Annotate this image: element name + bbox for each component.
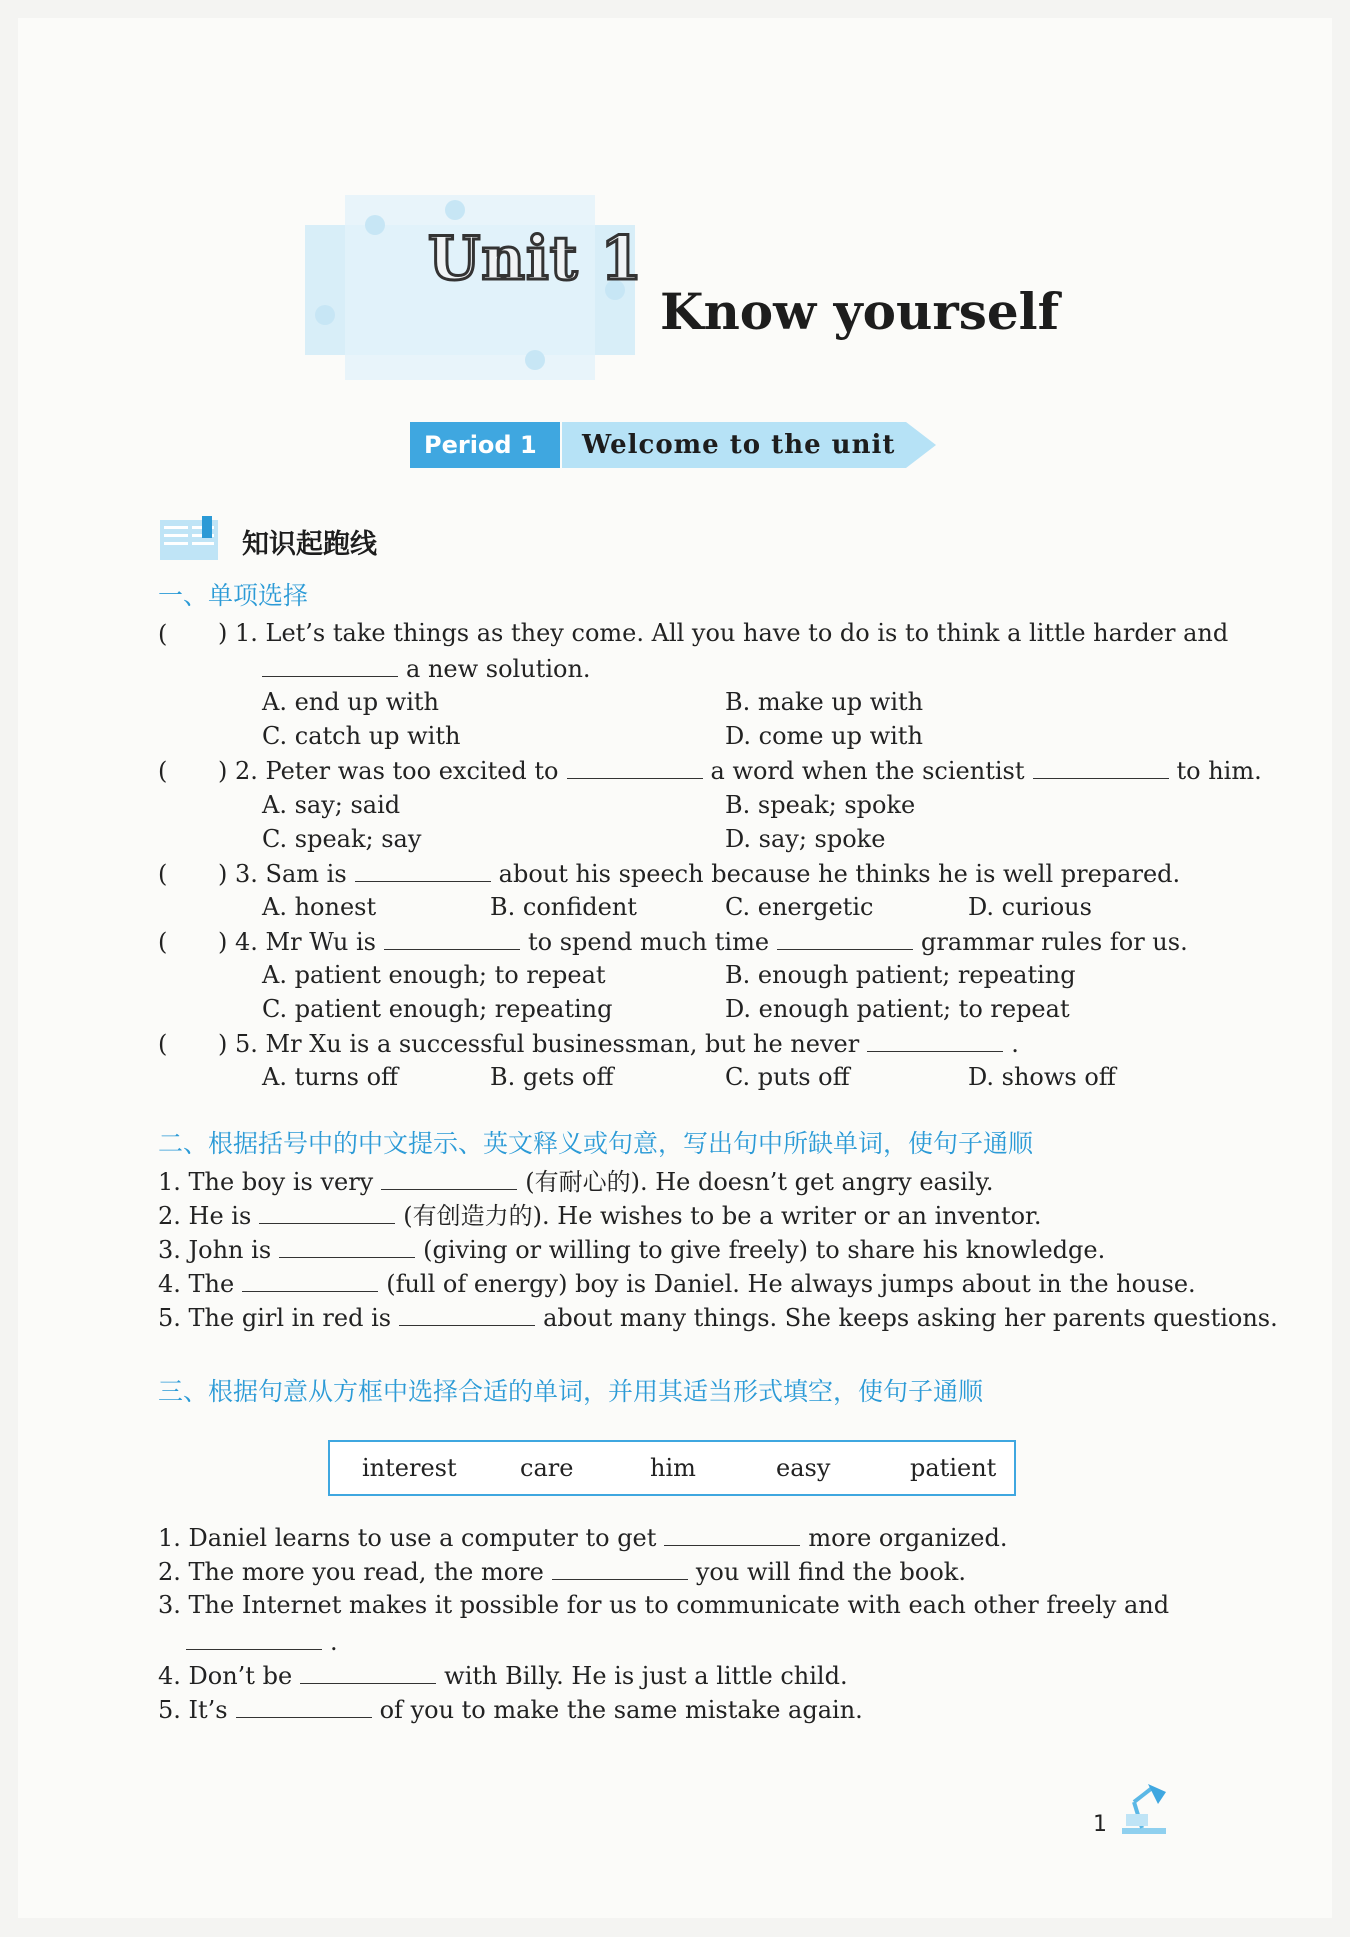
word-bank-box <box>328 1440 1016 1496</box>
answer-paren[interactable]: ( <box>158 1030 168 1058</box>
q5-option-d[interactable]: D. shows off <box>968 1063 1116 1091</box>
answer-blank[interactable] <box>867 1028 1003 1052</box>
answer-paren[interactable]: ( <box>158 757 168 785</box>
q5-stem: ) 5. Mr Xu is a successful businessman, but he never . <box>218 1030 1019 1058</box>
word-bank-item: interest <box>362 1454 457 1482</box>
q1-stem: ) 1. Let’s take things as they come. All you have to do is to think a little harder and <box>218 619 1229 647</box>
s2-item-5: 5. The girl in red is about many things. She keeps asking her parents questions. <box>158 1304 1278 1332</box>
q5-option-b[interactable]: B. gets off <box>490 1063 614 1091</box>
q3-option-d[interactable]: D. curious <box>968 893 1092 921</box>
q3-option-c[interactable]: C. energetic <box>725 893 874 921</box>
q2-option-d[interactable]: D. say; spoke <box>725 825 886 853</box>
q3-option-b[interactable]: B. confident <box>490 893 637 921</box>
s3-item-5: 5. It’s of you to make the same mistake again. <box>158 1696 863 1724</box>
q2-option-b[interactable]: B. speak; spoke <box>725 791 916 819</box>
section1-title: 一、单项选择 <box>158 581 309 610</box>
period-title: Welcome to the unit <box>562 422 906 468</box>
answer-blank[interactable] <box>552 1556 688 1580</box>
answer-blank[interactable] <box>381 1166 517 1190</box>
answer-blank[interactable] <box>186 1626 322 1650</box>
s2-item-1: 1. The boy is very (有耐心的). He doesn’t get angry easily. <box>158 1168 994 1196</box>
q4-option-c[interactable]: C. patient enough; repeating <box>262 995 613 1023</box>
period-label: Period 1 <box>410 422 560 468</box>
s2-item-2: 2. He is (有创造力的). He wishes to be a writer or an inventor. <box>158 1202 1042 1230</box>
q1-option-d[interactable]: D. come up with <box>725 722 923 750</box>
q1-option-a[interactable]: A. end up with <box>262 688 440 716</box>
s3-item-1: 1. Daniel learns to use a computer to get more organized. <box>158 1524 1008 1552</box>
answer-blank[interactable] <box>664 1522 800 1546</box>
q4-stem: ) 4. Mr Wu is to spend much time grammar rules for us. <box>218 928 1188 956</box>
answer-paren[interactable]: ( <box>158 860 168 888</box>
answer-paren[interactable]: ( <box>158 928 168 956</box>
arrow-right-icon <box>906 422 936 468</box>
q2-stem: ) 2. Peter was too excited to a word when the scientist to him. <box>218 757 1262 785</box>
q3-option-a[interactable]: A. honest <box>262 893 377 921</box>
answer-blank[interactable] <box>279 1234 415 1258</box>
q4-option-d[interactable]: D. enough patient; to repeat <box>725 995 1070 1023</box>
q5-option-a[interactable]: A. turns off <box>262 1063 399 1091</box>
answer-blank[interactable] <box>259 1200 395 1224</box>
answer-blank[interactable] <box>236 1694 372 1718</box>
q3-stem: ) 3. Sam is about his speech because he thinks he is well prepared. <box>218 860 1181 888</box>
q4-option-b[interactable]: B. enough patient; repeating <box>725 961 1076 989</box>
q1-stem-line2: a new solution. <box>262 653 591 684</box>
answer-blank[interactable] <box>567 755 703 779</box>
desk-lamp-icon <box>1112 1780 1172 1836</box>
section2-title: 二、根据括号中的中文提示、英文释义或句意，写出句中所缺单词，使句子通顺 <box>158 1129 1034 1158</box>
word-bank-item: him <box>650 1454 696 1482</box>
s3-item-3-line2: . <box>158 1626 338 1657</box>
q1-option-b[interactable]: B. make up with <box>725 688 924 716</box>
q2-option-a[interactable]: A. say; said <box>262 791 401 819</box>
s2-item-4: 4. The (full of energy) boy is Daniel. He always jumps about in the house. <box>158 1270 1196 1298</box>
answer-blank[interactable] <box>1033 755 1169 779</box>
unit-title: Unit 1 <box>428 224 644 294</box>
answer-blank[interactable] <box>384 926 520 950</box>
q2-option-c[interactable]: C. speak; say <box>262 825 422 853</box>
s3-item-3: 3. The Internet makes it possible for us to communicate with each other freely and <box>158 1591 1170 1619</box>
section3-title: 三、根据句意从方框中选择合适的单词，并用其适当形式填空，使句子通顺 <box>158 1377 984 1406</box>
word-bank-item: patient <box>910 1454 997 1482</box>
s2-item-3: 3. John is (giving or willing to give freely) to share his knowledge. <box>158 1236 1106 1264</box>
period-banner <box>410 422 930 468</box>
answer-blank[interactable] <box>262 653 398 677</box>
word-bank-item: care <box>520 1454 574 1482</box>
q1-option-c[interactable]: C. catch up with <box>262 722 461 750</box>
knowledge-title: 知识起跑线 <box>242 529 377 560</box>
answer-paren[interactable]: ( <box>158 620 168 648</box>
word-bank-item: easy <box>776 1454 831 1482</box>
answer-blank[interactable] <box>777 926 913 950</box>
answer-blank[interactable] <box>399 1302 535 1326</box>
book-icon <box>158 516 222 562</box>
s3-item-2: 2. The more you read, the more you will find the book. <box>158 1558 966 1586</box>
q5-option-c[interactable]: C. puts off <box>725 1063 850 1091</box>
answer-blank[interactable] <box>242 1268 378 1292</box>
q4-option-a[interactable]: A. patient enough; to repeat <box>262 961 606 989</box>
unit-subtitle: Know yourself <box>660 282 1060 341</box>
s3-item-4: 4. Don’t be with Billy. He is just a little child. <box>158 1662 848 1690</box>
answer-blank[interactable] <box>355 858 491 882</box>
answer-blank[interactable] <box>300 1660 436 1684</box>
page-number: 1 <box>1093 1812 1107 1837</box>
